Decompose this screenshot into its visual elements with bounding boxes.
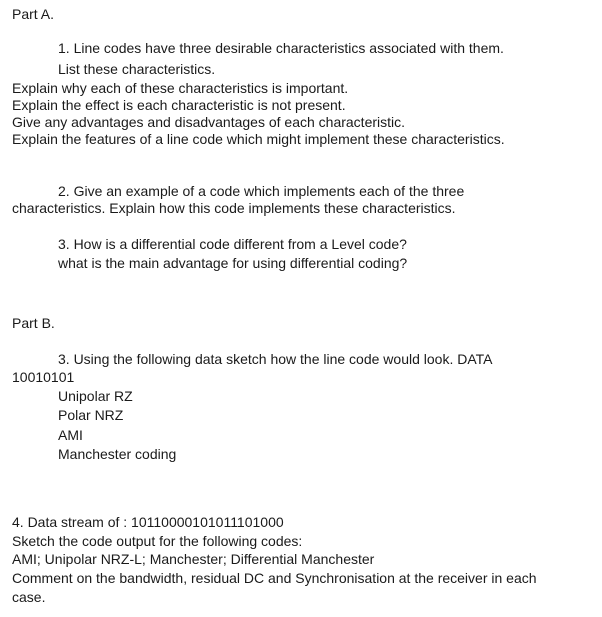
part-a-heading: Part A. (12, 6, 55, 22)
question-3-line-2: what is the main advantage for using differential coding? (58, 255, 408, 271)
code-item-ami: AMI (58, 427, 83, 443)
question-4-line-3: AMI; Unipolar NRZ-L; Manchester; Differential Manchester (12, 551, 375, 567)
part-b-heading: Part B. (12, 315, 55, 331)
question-1-item-4: Explain the features of a line code which might implement these characteristics. (12, 131, 505, 147)
question-1-item-1: Explain why each of these characteristics is important. (12, 80, 349, 96)
part-b-question-3-data: 10010101 (12, 369, 75, 385)
question-2-line-1: 2. Give an example of a code which implements each of the three (58, 183, 465, 199)
question-1-item-2: Explain the effect is each characteristic is not present. (12, 97, 346, 113)
question-3-line-1: 3. How is a differential code different from a Level code? (58, 236, 407, 252)
question-4-line-5: case. (12, 589, 46, 605)
question-4-line-4: Comment on the bandwidth, residual DC and Synchronisation at the receiver in each (12, 570, 537, 586)
question-1-item-3: Give any advantages and disadvantages of each characteristic. (12, 114, 406, 130)
code-item-manchester: Manchester coding (58, 446, 177, 462)
code-item-polar-nrz: Polar NRZ (58, 407, 124, 423)
question-1-line-1: 1. Line codes have three desirable characteristics associated with them. (58, 40, 504, 56)
question-2-line-2: characteristics. Explain how this code implements these characteristics. (12, 200, 456, 216)
question-4-line-1: 4. Data stream of : 10110000101011101000 (12, 514, 284, 530)
code-item-unipolar-rz: Unipolar RZ (58, 388, 133, 404)
part-b-question-3-line-1: 3. Using the following data sketch how the line code would look. DATA (58, 351, 493, 367)
question-1-line-2: List these characteristics. (58, 61, 216, 77)
question-4-line-2: Sketch the code output for the following codes: (12, 533, 303, 549)
